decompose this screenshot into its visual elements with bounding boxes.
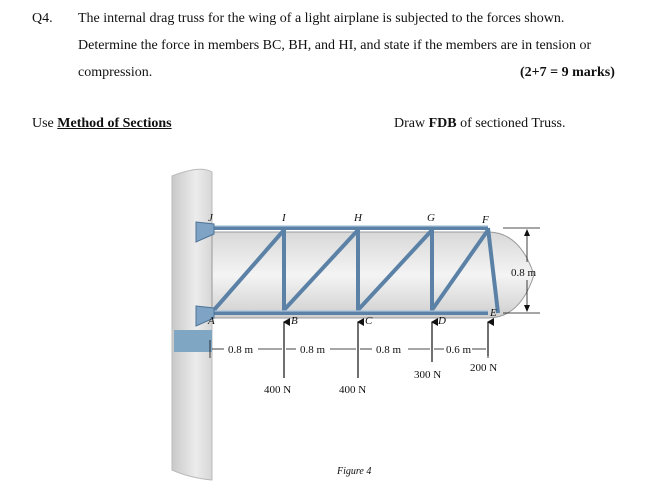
fdb-suffix: of sectioned Truss. (456, 116, 566, 131)
fdb-instruction (394, 116, 566, 132)
span-dimension-4: 0.6 m (446, 344, 472, 356)
joint-label-j: J (208, 212, 213, 224)
fuselage-shape (172, 169, 212, 480)
method-prefix: Use (32, 116, 58, 131)
joint-label-g: G (427, 212, 435, 224)
question-text-line-3: compression. (78, 65, 153, 80)
question-text-line-2: Determine the force in members BC, BH, and HI, and state if the members are in tension or (78, 38, 592, 53)
height-dimension-label: 0.8 m (511, 267, 537, 279)
load-label-e: 200 N (470, 362, 498, 374)
truss-figure (0, 150, 657, 493)
span-dimension-1: 0.8 m (228, 344, 254, 356)
method-name: Method of Sections (57, 116, 172, 131)
load-label-b: 400 N (264, 384, 292, 396)
joint-label-a: A (208, 315, 215, 327)
fuselage-blue-panel (174, 330, 212, 352)
fdb-bold: FDB (428, 116, 457, 131)
joint-label-i: I (282, 212, 286, 224)
load-label-d: 300 N (414, 369, 442, 381)
marks-label: (2+7 = 9 marks) (520, 65, 615, 80)
method-instruction (32, 116, 172, 132)
load-label-c: 400 N (339, 384, 367, 396)
joint-label-c: C (365, 315, 373, 327)
figure-caption: Figure 4 (337, 466, 372, 477)
question-text-line-1: The internal drag truss for the wing of a light airplane is subjected to the forces shown. (78, 11, 565, 26)
span-dimension-2: 0.8 m (300, 344, 326, 356)
joint-label-d: D (438, 315, 446, 327)
wing-shape (212, 232, 534, 318)
joint-label-f: F (482, 214, 489, 226)
joint-label-e: E (490, 307, 497, 319)
span-dimension-3: 0.8 m (376, 344, 402, 356)
joint-label-b: B (291, 315, 298, 327)
joint-label-h: H (354, 212, 362, 224)
fdb-prefix: Draw (394, 116, 429, 131)
question-number: Q4. (32, 11, 53, 26)
